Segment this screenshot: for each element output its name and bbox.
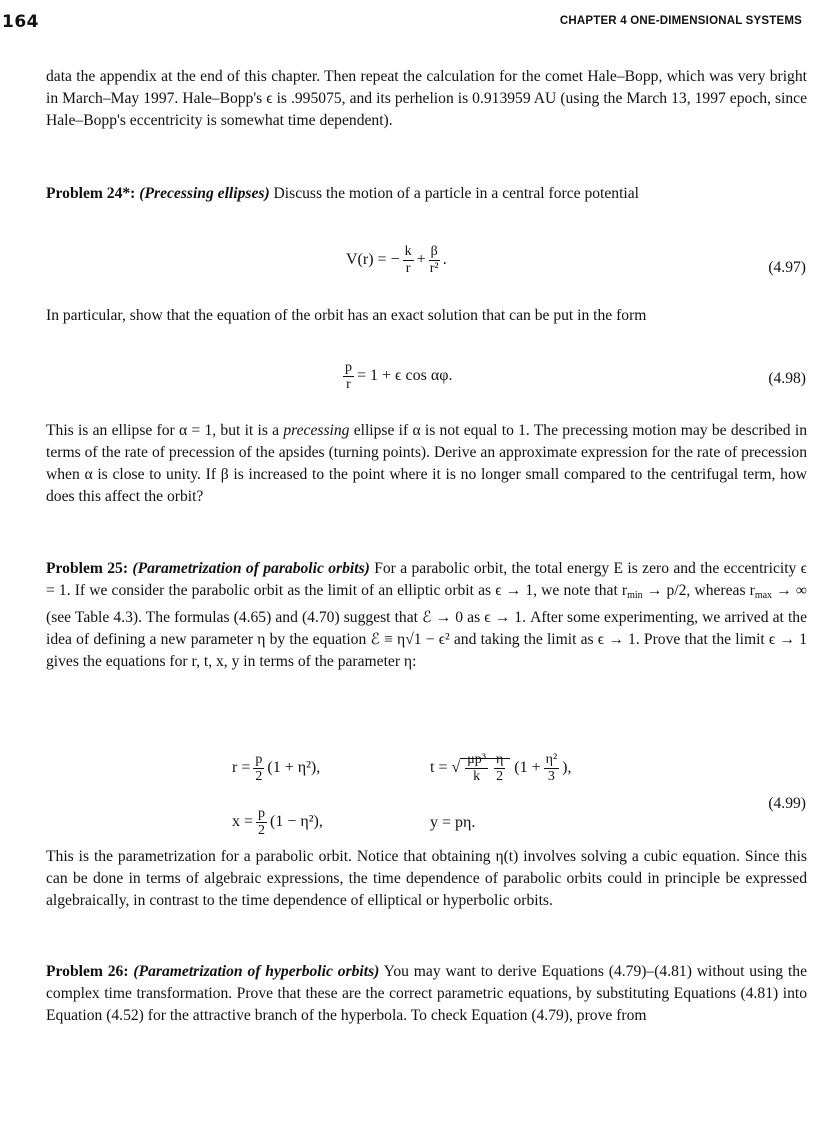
equation-4-98: $\frac{p}{r}$ = 1 + ϵ cos αφ. — [345, 360, 453, 392]
equation-4-99-x: x = $\frac{p}{2}$ (1 − η²), — [232, 806, 323, 838]
equation-4-99-y: y = pη. — [430, 814, 476, 831]
page-header — [2, 12, 806, 38]
problem-25-discussion: This is the parametrization for a parabolic orbit. Notice that obtaining η(t) involves solving a cubic equation. Since this can be done in terms of algebraic expressions, the time dependence of parabolic orbits could in principle be expressed algebraically, in contrast to the time dependence of elliptical or hyperbolic orbits. — [46, 848, 807, 909]
equation-4-99-r: r = $\frac{p}{2}$ (1 + η²), — [232, 752, 321, 784]
equation-number-4-98: (4.98) — [768, 370, 806, 387]
paragraph-hale-bopp — [46, 66, 807, 132]
running-head: CHAPTER 4 ONE-DIMENSIONAL SYSTEMS — [559, 15, 802, 27]
problem-25-intro: Problem 25: (Parametrization of parabolic orbits) For a parabolic orbit, the total energy E is zero and the eccentricity ϵ = 1. If we consider the parabolic orbit as the limit of an elliptic orbit as ϵ → 1, we note that $r_{min} \to p/2$, whereas $r_{max}$ → ∞ (see Table 4.3). The formulas (4.65) and (4.70) suggest that ℰ → 0 as ϵ → 1. After some experimenting, we arrived at the idea of defining a new parameter η by the equation ℰ ≡ η√1 − ϵ² and taking the limit as ϵ → 1. Prove that the limit ϵ → 1 gives the equations for r, t, x, y in terms of the parameter η: — [46, 560, 808, 670]
equation-4-97: V(r) = − $\frac{k}{r}$ + $\frac{\beta}{\text{r²}}$ . — [346, 244, 447, 276]
problem-24-intro — [46, 183, 807, 205]
problem-24-title: (Precessing ellipses) — [139, 185, 270, 202]
equation-number-4-97: (4.97) — [768, 259, 806, 276]
problem-24-discussion: This is an ellipse for α = 1, but it is a precessing ellipse if α is not equal to 1. The precessing motion may be described in terms of the rate of precession of the apsides (turning points). Derive an approximate expression for the rate of precession when α is close to unity. If β is increased to the point where it is no longer small compared to the centrifugal term, how does this affect the orbit? — [46, 422, 807, 505]
equation-number-4-99: (4.99) — [768, 795, 806, 812]
problem-24-label: Problem 24*: — [46, 185, 136, 202]
problem-26: Problem 26: (Parametrization of hyperbolic orbits) You may want to derive Equations (4.79)–(4.81) without using the complex time transformation. Prove that these are the correct parametric equations, by substituting Equations (4.81) into Equation (4.52) for the attractive branch of the hyperbola. To check Equation (4.79), prove from — [46, 963, 808, 1024]
problem-25-title: (Parametrization of parabolic orbits) — [132, 560, 370, 577]
equation-4-99-t: t = √ $\frac{\text{μp³}}{k}$ $\frac{\eta}{2}$ (1 + $\frac{\text{η²}}{3}$ ), — [430, 752, 572, 784]
problem-24-intro-text: Discuss the motion of a particle in a central force potential — [273, 185, 640, 202]
problem-24-middle: In particular, show that the equation of the orbit has an exact solution that can be put in the form — [46, 307, 647, 324]
problem-26-title: (Parametrization of hyperbolic orbits) — [133, 963, 380, 980]
paragraph-text: data the appendix at the end of this chapter. Then repeat the calculation for the comet Hale–Bopp, which was very bright in March–May 1997. Hale–Bopp's ϵ is .995075, and its perhelion is 0.913959 AU (using the March 13, 1997 epoch, since Hale–Bopp's eccentricity is somewhat time dependent). — [46, 68, 807, 129]
problem-25-label: Problem 25: — [46, 560, 129, 577]
page-number: 164 — [2, 12, 39, 32]
problem-26-label: Problem 26: — [46, 963, 129, 980]
